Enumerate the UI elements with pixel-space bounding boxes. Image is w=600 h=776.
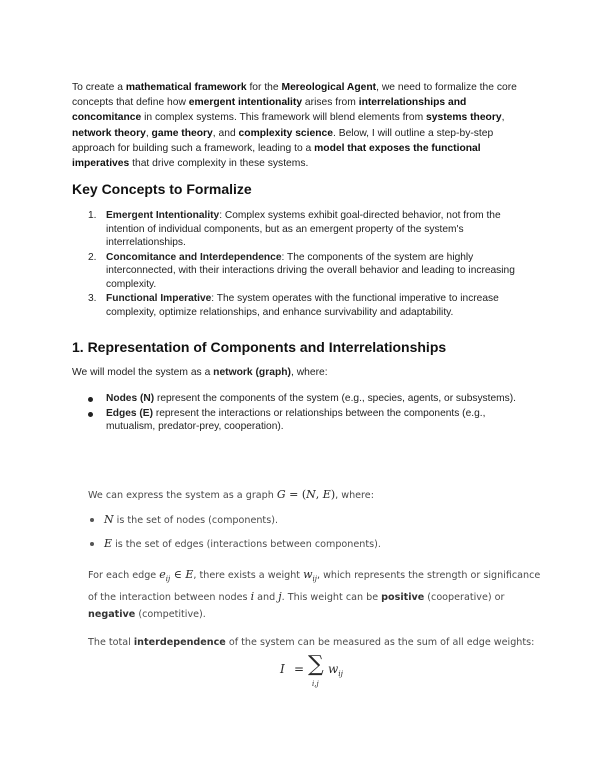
list-item: Edges (E) represent the interactions or relationships between the components (e.g., mutualism, predator-prey, cooperation). bbox=[72, 407, 528, 434]
bullet-icon bbox=[88, 412, 93, 417]
model-intro-text: We will model the system as a network (graph), where: bbox=[72, 367, 328, 378]
section-1-heading: 1. Representation of Components and Interrelationships bbox=[72, 339, 447, 355]
list-item: Nodes (N) represent the components of the system (e.g., species, agents, or subsystems). bbox=[72, 392, 528, 406]
key-concepts-heading: Key Concepts to Formalize bbox=[72, 181, 252, 197]
list-item: 3. Functional Imperative: The system operates with the functional imperative to increase complexity, optimize relationships, and enhance survivability and adaptability. bbox=[88, 293, 499, 318]
interdependence-formula: I = ∑ i,j $w_{ij}$ bbox=[280, 652, 344, 688]
edge-weight-text: For each edge $e_{ij}$ ∈ E, there exists a weight $w_{ij}$, which represents the strength or significance of the interaction between nodes i and j. This weight can be positive (cooperative) or negative (competitive). bbox=[88, 568, 541, 620]
list-item: 2. Concomitance and Interdependence: The components of the system are highly interconnected, with their interactions driving the overall behavior and leading to increasing complexity. bbox=[88, 251, 515, 290]
list-item: N is the set of nodes (components). bbox=[88, 511, 548, 529]
list-item: E is the set of edges (interactions between components). bbox=[88, 535, 548, 553]
bullet-icon bbox=[90, 518, 94, 522]
list-item: 1. Emergent Intentionality: Complex systems exhibit goal-directed behavior, not from the intention of individual components, but as an emergent property of the system's interrelationships. bbox=[88, 210, 501, 248]
summation-icon: ∑ bbox=[308, 652, 324, 677]
bullet-icon bbox=[88, 397, 93, 402]
components-list bbox=[72, 392, 528, 435]
intro-paragraph: To create a mathematical framework for the Mereological Agent, we need to formalize the core concepts that define how emergent intentionality arises from interrelationships and concomitance in complex systems. This framework will blend elements from systems theory, network theory, game theory, and complexity science. Below, I will outline a step-by-step approach for building such a framework, leading to a model that exposes the functional imperatives that drive complexity in these systems. bbox=[72, 82, 517, 170]
graph-sets-list bbox=[88, 511, 548, 559]
key-concepts-list bbox=[72, 209, 528, 320]
bullet-icon bbox=[90, 542, 94, 546]
graph-definition-text: We can express the system as a graph G = (N, E), where: bbox=[88, 488, 374, 501]
total-interdependence-text: The total interdependence of the system can be measured as the sum of all edge weights: bbox=[88, 637, 535, 648]
